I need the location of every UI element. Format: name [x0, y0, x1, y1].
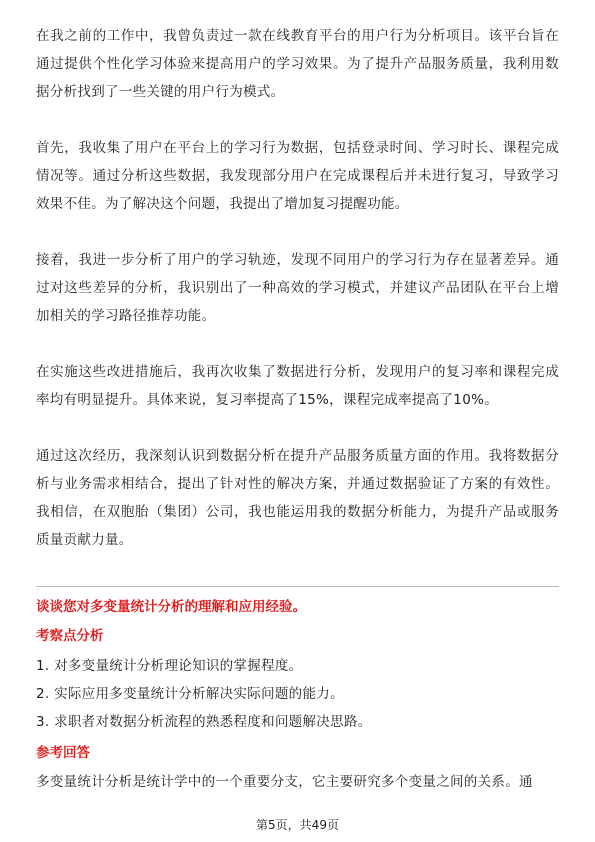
paragraph-3: 接着，我进一步分析了用户的学习轨迹，发现不同用户的学习行为存在显著差异。通过对这些差异的分析，我识别出了一种高效的学习模式，并建议产品团队在平台上增加相关的学习路径推荐功能。: [36, 252, 559, 324]
interview-question: 谈谈您对多变量统计分析的理解和应用经验。: [36, 599, 306, 615]
focus-list: [36, 652, 371, 736]
paragraph-1: 在我之前的工作中，我曾负责过一款在线教育平台的用户行为分析项目。该平台旨在通过提供个性化学习体验来提高用户的学习效果。为了提升产品服务质量，我利用数据分析找到了一些关键的用户行为模式。: [36, 28, 559, 100]
paragraph-5: 通过这次经历，我深刻认识到数据分析在提升产品服务质量方面的作用。我将数据分析与业务需求相结合，提出了针对性的解决方案，并通过数据验证了方案的有效性。我相信，在双胞胎（集团）公司，我也能运用我的数据分析能力，为提升产品或服务质量贡献力量。: [36, 448, 559, 548]
section-divider: [36, 586, 559, 587]
body-text: [36, 22, 559, 554]
focus-item-2: 2. 实际应用多变量统计分析解决实际问题的能力。: [36, 686, 344, 702]
answer-title: 参考回答: [36, 745, 90, 761]
paragraph-4: 在实施这些改进措施后，我再次收集了数据进行分析，发现用户的复习率和课程完成率均有明显提升。具体来说，复习率提高了15%，课程完成率提高了10%。: [36, 364, 559, 408]
focus-title: 考察点分析: [36, 628, 104, 644]
paragraph-2: 首先，我收集了用户在平台上的学习行为数据，包括登录时间、学习时长、课程完成情况等。通过分析这些数据，我发现部分用户在完成课程后并未进行复习，导致学习效果不佳。为了解决这个问题，我提出了增加复习提醒功能。: [36, 140, 559, 212]
focus-item-3: 3. 求职者对数据分析流程的熟悉程度和问题解决思路。: [36, 714, 372, 730]
answer-text: 多变量统计分析是统计学中的一个重要分支，它主要研究多个变量之间的关系。通: [36, 774, 533, 790]
focus-item-1: 1. 对多变量统计分析理论知识的掌握程度。: [36, 658, 303, 674]
page-footer: 第5页，共49页: [256, 818, 339, 832]
